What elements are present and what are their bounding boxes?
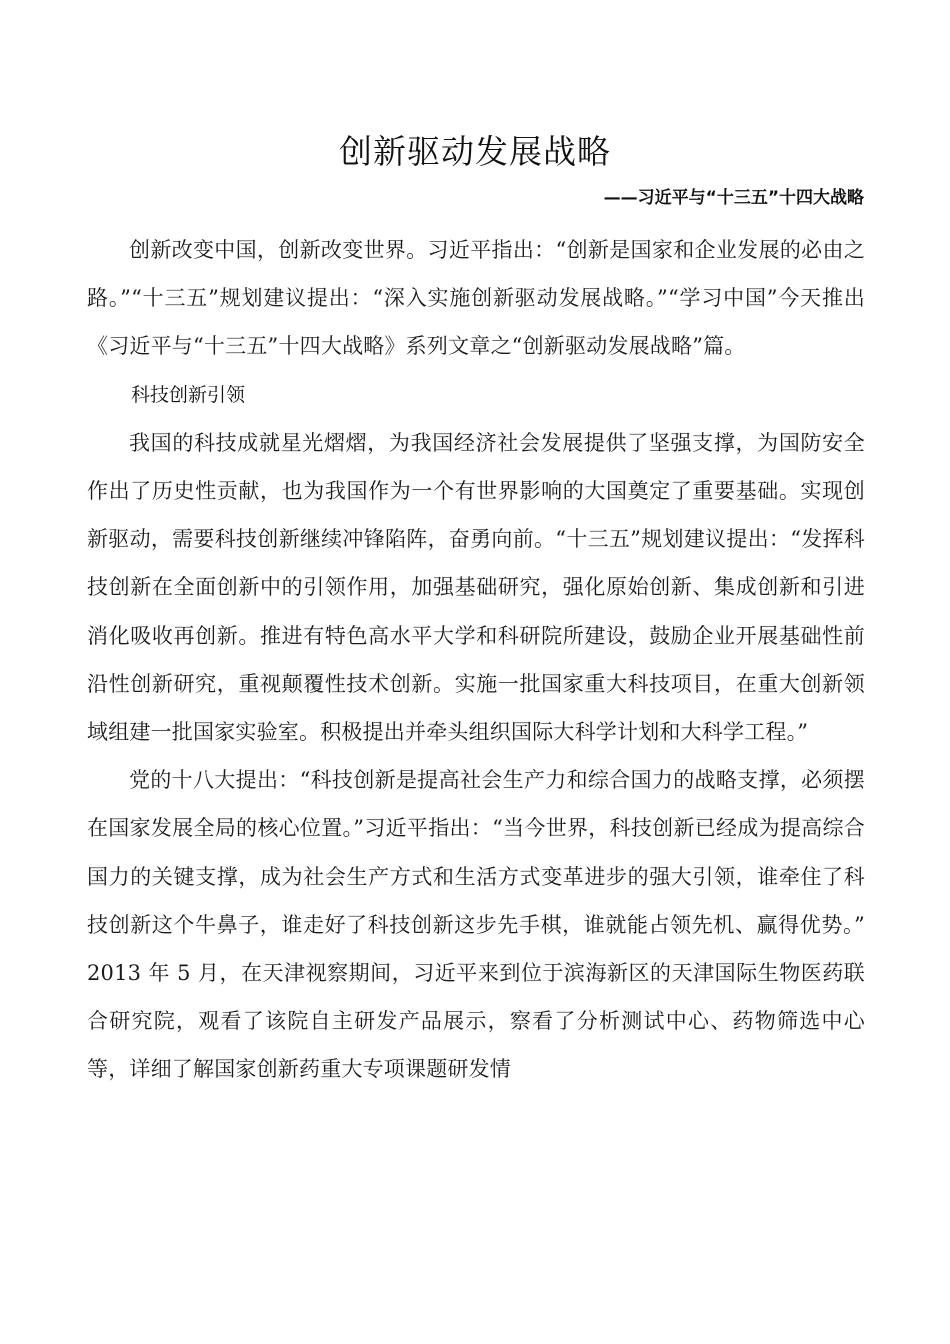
document-title: 创新驱动发展战略 — [339, 132, 611, 171]
section-heading: 科技创新引领 — [131, 383, 246, 406]
intro-paragraph: 创新改变中国，创新改变世界。习近平指出：“创新是国家和企业发展的必由之路。”“十三五”规划建议提出：“深入实施创新驱动发展战略。”“学习中国”今天推出《习近平与“十三五”十四大战略》系列文章之“创新驱动发展战略”篇。 — [87, 238, 865, 359]
document-subtitle: ——习近平与“十三五”十四大战略 — [603, 188, 864, 208]
body-paragraph-1: 我国的科技成就星光熠熠，为我国经济社会发展提供了坚强支撑，为国防安全作出了历史性贡献，也为我国作为一个有世界影响的大国奠定了重要基础。实现创新驱动，需要科技创新继续冲锋陷阵，奋勇向前。“十三五”规划建议提出：“发挥科技创新在全面创新中的引领作用，加强基础研究，强化原始创新、集成创新和引进消化吸收再创新。推进有特色高水平大学和科研院所建设，鼓励企业开展基础性前沿性创新研究，重视颠覆性技术创新。实施一批国家重大科技项目，在重大创新领域组建一批国家实验室。积极提出并牵头组织国际大科学计划和大科学工程。” — [87, 430, 865, 745]
body-paragraph-2: 党的十八大提出：“科技创新是提高社会生产力和综合国力的战略支撑，必须摆在国家发展全局的核心位置。”习近平指出：“当今世界，科技创新已经成为提高综合国力的关键支撑，成为社会生产方式和生活方式变革进步的强大引领，谁牵住了科技创新这个牛鼻子，谁走好了科技创新这步先手棋，谁就能占领先机、赢得优势。” 2013 年 5 月，在天津视察期间，习近平来到位于滨海新区的天津国际生物医药联合研究院，观看了该院自主研发产品展示，察看了分析测试中心、药物筛选中心等，详细了解国家创新药重大专项课题研发情 — [87, 768, 865, 1082]
document-body — [87, 226, 865, 1094]
